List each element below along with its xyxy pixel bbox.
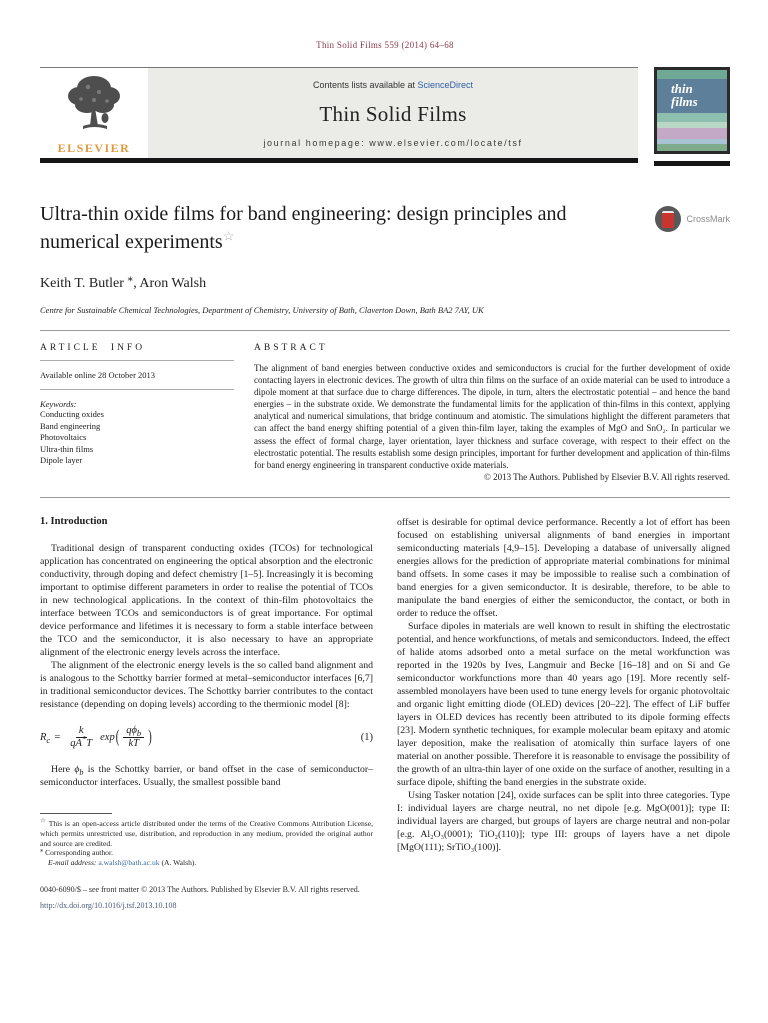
corresponding-author-footnote: ⁎ Corresponding author. xyxy=(40,846,113,858)
journal-cover-column xyxy=(654,67,730,166)
banner-center xyxy=(148,68,638,158)
elsevier-logo[interactable] xyxy=(40,68,148,158)
journal-homepage-link[interactable]: journal homepage: www.elsevier.com/locate/tsf xyxy=(263,138,523,148)
keyword-item: Conducting oxides xyxy=(40,409,104,419)
sciencedirect-link[interactable]: ScienceDirect xyxy=(417,80,474,90)
equation-1 xyxy=(40,725,373,751)
body-paragraph: Surface dipoles in materials are well known to result in shifting the electrostatic potential, and hence workfunctions, of metals and semiconductors. Indeed, the effect of halide atoms adsorbed onto a metal surface on the metal workfunction was reported in the 1920s by Ives, Langmuir and Becke [16–18] and on Si and Ge semiconductor workfunctions more than 40 years ago [19]. More recently self-assembled monolayers have been used to tune energy levels for organic photovoltaic and organic light emitting diode (OLED) devices [20–22]. The effect of LiF buffer layers in OLED devices has recently been attributed to its dipole forming effects [23]. Modern synthetic techniques, for example molecular beam epitaxy and atomic layer deposition, make the realisation of atomically thin surface layers of one material on another possible. Therefore it is reasonable to envisage the possibility of the growth of an ultra-thin layer of one oxide on the surface of another, resulting in a surface dipole, shifting the band energies in the substrate oxide. xyxy=(397,620,730,788)
body-paragraph: Here $\phi_b$ is the Schottky barrier, or band offset in the case of semiconductor–semiconductor interfaces. Usually, the smallest possible band xyxy=(40,764,373,789)
banner-journal-title: Thin Solid Films xyxy=(319,101,467,126)
crossmark-icon xyxy=(655,206,681,232)
elsevier-wordmark: ELSEVIER xyxy=(57,141,131,155)
equation-exp: exp xyxy=(100,732,115,744)
introduction-heading: 1. Introduction xyxy=(40,515,108,527)
banner-row xyxy=(40,67,638,158)
article-title xyxy=(40,200,625,256)
body-paragraph: Traditional design of transparent conducting oxides (TCOs) for technological application has concentrated on engineering the optical absorption and the electronic conductivity, through doping and defect chemistry [1–5]. Increasingly it is becoming important to optimise different parameters in order to realise the potential of TCOs in new technological applications. In the context of thin-film photovoltaics the interface between TCOs and semiconductors is of great importance. For optimal device performance and lifetimes it is necessary to form a stable interface between the TCO and the semiconductor, it is also necessary to have an appropriate alignment of the electronic energy levels across the interface. xyxy=(40,542,373,658)
left-column xyxy=(40,516,373,868)
open-access-footnote: ☆ This is an open-access article distributed under the terms of the Creative Commons Attribution License, which permits unrestricted use, distribution, and reproduction in any medium, provided the original author and source are credited. xyxy=(40,817,373,848)
elsevier-tree-icon xyxy=(61,72,127,139)
cover-title xyxy=(657,79,727,113)
corresponding-author-mark: ⁎ xyxy=(127,271,134,285)
info-rule xyxy=(40,389,234,390)
cover-divider-bar xyxy=(654,161,730,166)
body-paragraph: The alignment of the electronic energy levels is the so called band alignment and is analogous to the Schottky barrier formed at metal–semiconductor interfaces [6,7] in traditional semiconductor devices. The Schottky barrier contributes to the contact resistance (depending on doping levels) according to the thermionic model [8]: xyxy=(40,659,373,710)
keywords-label: Keywords: xyxy=(40,399,77,409)
affiliation-line: Centre for Sustainable Chemical Technologies, Department of Chemistry, University of Bath, Claverton Down, Bath BA2 7AY, UK xyxy=(40,305,484,315)
available-online-line: Available online 28 October 2013 xyxy=(40,370,156,380)
equation-number: (1) xyxy=(360,732,373,744)
cover-stripe xyxy=(657,144,727,151)
email-footnote: E-mail address: a.walsh@bath.ac.uk (A. Walsh). xyxy=(48,858,197,868)
author-email-link[interactable]: a.walsh@bath.ac.uk xyxy=(98,858,160,868)
abstract-text: The alignment of band energies between conductive oxides and semiconductors is crucial for the further development of oxide contacting layers in electronic devices. The growth of ultra thin films on the surface of an oxide material can be used to introduce a dipole moment at that surface due to charge differences. The dipole, in turn, alters the electrostatic potential – and hence the band energies – in the substrate oxide. We demonstrate the fundamental limits for the application of thin-films in this context, applying analytical and numerical simulations, that bridge continuum and atomistic. The simulations highlight the different parameters that can affect the band energy shifting potential of a given thin-film layer, taking the examples of MgO and SnO₂. In particular we assess the effect of formal charge, layer orientation, layer thickness and surface coverage, with respect to their effect on the electrostatic potential. The results establish some design principles, important for further development and application of thin-films for band energy engineering in transparent conductive oxide materials. xyxy=(254,363,730,470)
abstract-heading: ABSTRACT xyxy=(254,343,328,353)
cover-title-line1: thin xyxy=(671,81,693,96)
equation-equals: = xyxy=(54,732,61,744)
equation-lparen: ( xyxy=(115,728,120,748)
abstract-copyright: © 2013 The Authors. Published by Elsevier B.V. All rights reserved. xyxy=(484,471,730,482)
footnote-rule xyxy=(40,813,112,814)
body-paragraph: offset is desirable for optimal device performance. Recently a lot of effort has been focused on establishing universal alignments of band energies in important semiconducting materials [4,9–15]. Developing a database of universally aligned energies allows for the prediction of appropriate material combinations for minimal band offsets. In some cases it may be impossible to realise such a combination of band energies for a given semiconductor. It is desirable, therefore, to be able to manipulate the band energies of either the semiconductor, the contact, or both in order to reduce the offset. xyxy=(397,516,730,619)
abstract-column xyxy=(254,343,730,482)
equation-fraction-1: $\frac{k}{qA^*T}$ xyxy=(70,724,93,750)
equation-lhs: $R_c$ xyxy=(40,732,51,746)
contents-line xyxy=(156,80,630,90)
email-label: E-mail address: xyxy=(48,858,97,868)
keyword-item: Ultra-thin films xyxy=(40,443,94,454)
info-abstract-section xyxy=(40,331,730,482)
page-footer xyxy=(40,884,730,913)
article-info-heading: ARTICLE INFO xyxy=(40,343,146,353)
author-name: Keith T. Butler xyxy=(40,276,124,291)
contents-prefix: Contents lists available at xyxy=(312,80,418,90)
journal-reference: Thin Solid Films 559 (2014) 64–68 xyxy=(316,40,454,50)
keyword-item: Photovoltaics xyxy=(40,432,87,442)
open-access-star: ☆ xyxy=(222,228,235,244)
keyword-item: Band engineering xyxy=(40,420,101,431)
article-title-line2: numerical experiments xyxy=(40,231,223,253)
journal-cover-thumbnail[interactable] xyxy=(654,67,730,154)
equation-rparen: ) xyxy=(148,728,152,748)
cover-title-line2: films xyxy=(671,94,698,109)
issn-copyright-line: 0040-6090/$ – see front matter © 2013 The Authors. Published by Elsevier B.V. All rights reserved. xyxy=(40,885,360,895)
article-title-line1: Ultra-thin oxide films for band engineering: design principles and xyxy=(40,203,567,225)
footnote-star: ☆ xyxy=(40,817,47,825)
authors-line xyxy=(40,271,730,292)
keyword-item: Dipole layer xyxy=(40,455,83,465)
cover-stripe xyxy=(657,128,727,139)
journal-banner xyxy=(40,67,730,166)
body-columns xyxy=(40,498,730,868)
footnote-block xyxy=(40,813,373,868)
banner-divider-bar xyxy=(40,158,638,163)
title-block xyxy=(40,200,730,315)
cover-stripe xyxy=(657,70,727,79)
cover-stripe xyxy=(657,113,727,122)
article-info-column xyxy=(40,343,234,482)
doi-link[interactable]: http://dx.doi.org/10.1016/j.tsf.2013.10.108 xyxy=(40,901,177,911)
phi-symbol: $\phi_b$ xyxy=(74,764,84,777)
equation-fraction-2: $\frac{q\phi_b}{kT}$ xyxy=(123,725,144,751)
banner-main xyxy=(40,67,638,166)
crossmark-badge[interactable] xyxy=(655,206,730,232)
right-column xyxy=(397,516,730,868)
crossmark-label: CrossMark xyxy=(686,214,730,224)
body-paragraph: Using Tasker notation [24], oxide surfaces can be split into three categories. Type I: individual layers are charge neutral, no net dipole [e.g. MgO(001)]; type II: individual layers are charged, but groups of layers are charge neutral and non-polar [e.g. Al₂O₃(0001); TiO₂(110)]; type III: groups of layers have a net dipole [MgO(111); SrTiO₃(100)]. xyxy=(397,789,730,853)
author-name-2: , Aron Walsh xyxy=(133,276,207,291)
info-rule xyxy=(40,360,234,361)
